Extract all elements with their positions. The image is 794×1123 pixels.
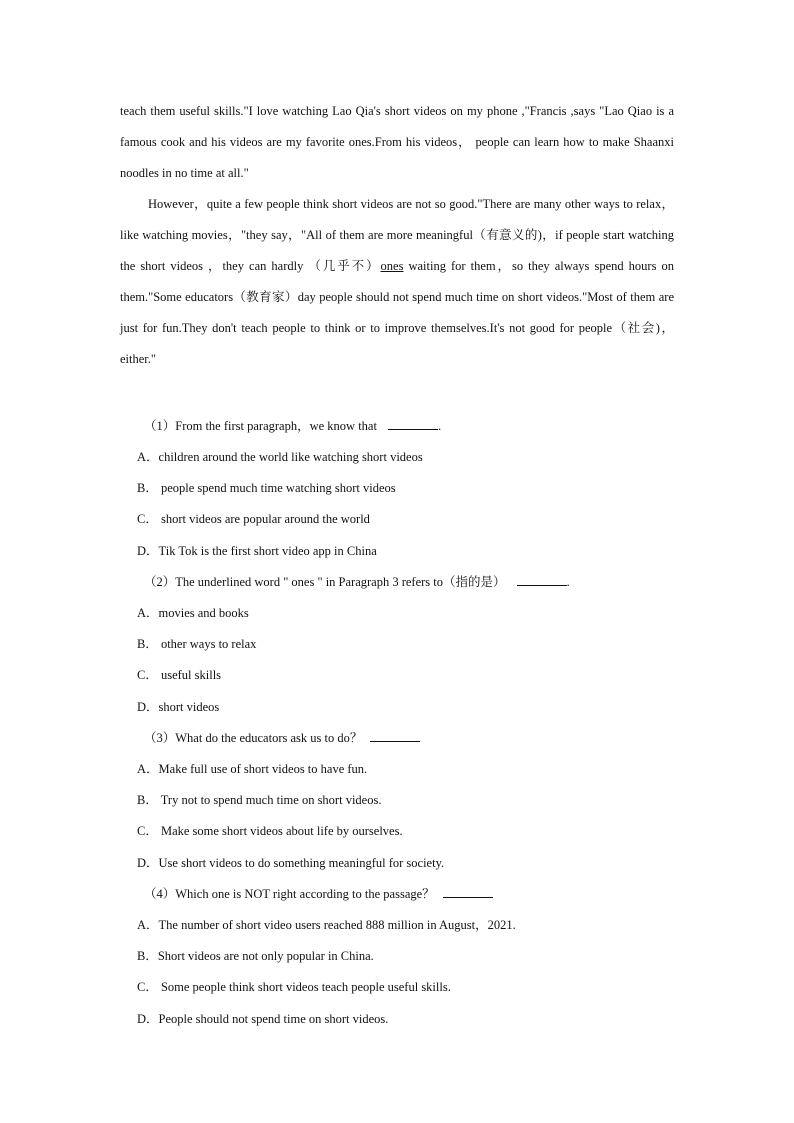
question-2-option-d: D．short videos: [137, 700, 220, 714]
question-1-suffix: .: [438, 419, 442, 433]
underlined-word: ones: [380, 259, 404, 273]
passage-paragraph-2: [120, 189, 674, 375]
passage-paragraph-2-text-after: waiting for them，so they always spend hours on them."Some educators（教育家）day people should not spend much time on short videos."Most of them are just for fun.They don't teach people to think or to improve themselves.It's not good for people（社会)，either.": [120, 259, 674, 366]
question-2: [144, 572, 570, 590]
question-2-stem: （2）The underlined word " ones " in Paragraph 3 refers to（指的是）: [144, 575, 509, 589]
question-4-option-c: C． Some people think short videos teach people useful skills.: [137, 980, 451, 994]
question-4-stem: （4）Which one is NOT right according to the passage？: [144, 887, 435, 901]
question-3-option-a: A．Make full use of short videos to have fun.: [137, 762, 368, 776]
question-3-option-b: B． Try not to spend much time on short videos.: [137, 793, 382, 807]
question-1: [144, 416, 441, 434]
question-4-option-b: B．Short videos are not only popular in China.: [137, 949, 374, 963]
question-1-stem: （1）From the first paragraph，we know that: [144, 419, 381, 433]
question-1-option-d: D．Tik Tok is the first short video app in China: [137, 544, 377, 558]
question-2-suffix: .: [566, 575, 570, 589]
question-3-option-d: D．Use short videos to do something meaningful for society.: [137, 856, 445, 870]
answer-blank: [443, 885, 493, 898]
question-2-option-a: A．movies and books: [137, 606, 249, 620]
passage-paragraph-1-text: teach them useful skills."I love watching Lao Qia's short videos on my phone ,"Francis ,says "Lao Qiao is a famous cook and his videos are my favorite ones.From his videos， people can learn how to make Shaanxi noodles in no time at all.": [120, 104, 674, 180]
question-4-option-a: A．The number of short video users reached 888 million in August，2021.: [137, 918, 516, 932]
answer-blank: [517, 573, 567, 586]
question-1-option-a: A．children around the world like watching short videos: [137, 450, 423, 464]
question-4: [144, 884, 493, 902]
answer-blank: [388, 417, 438, 430]
passage-paragraph-1: [120, 96, 674, 189]
question-3: [144, 728, 420, 746]
question-2-option-b: B． other ways to relax: [137, 637, 257, 651]
question-3-stem: （3）What do the educators ask us to do？: [144, 731, 363, 745]
question-4-option-d: D．People should not spend time on short videos.: [137, 1012, 389, 1026]
question-1-option-b: B． people spend much time watching short videos: [137, 481, 396, 495]
question-1-option-c: C． short videos are popular around the world: [137, 512, 370, 526]
question-2-option-c: C． useful skills: [137, 668, 222, 682]
passage-paragraph-2-text-before: However，quite a few people think short videos are not so good."There are many other ways to relax，like watching movies，"they say，"All of them are more meaningful（有意义的)，if people start watching the short videos ，they can hardly （几乎不）: [120, 197, 674, 273]
question-3-option-c: C． Make some short videos about life by ourselves.: [137, 824, 403, 838]
answer-blank: [370, 729, 420, 742]
